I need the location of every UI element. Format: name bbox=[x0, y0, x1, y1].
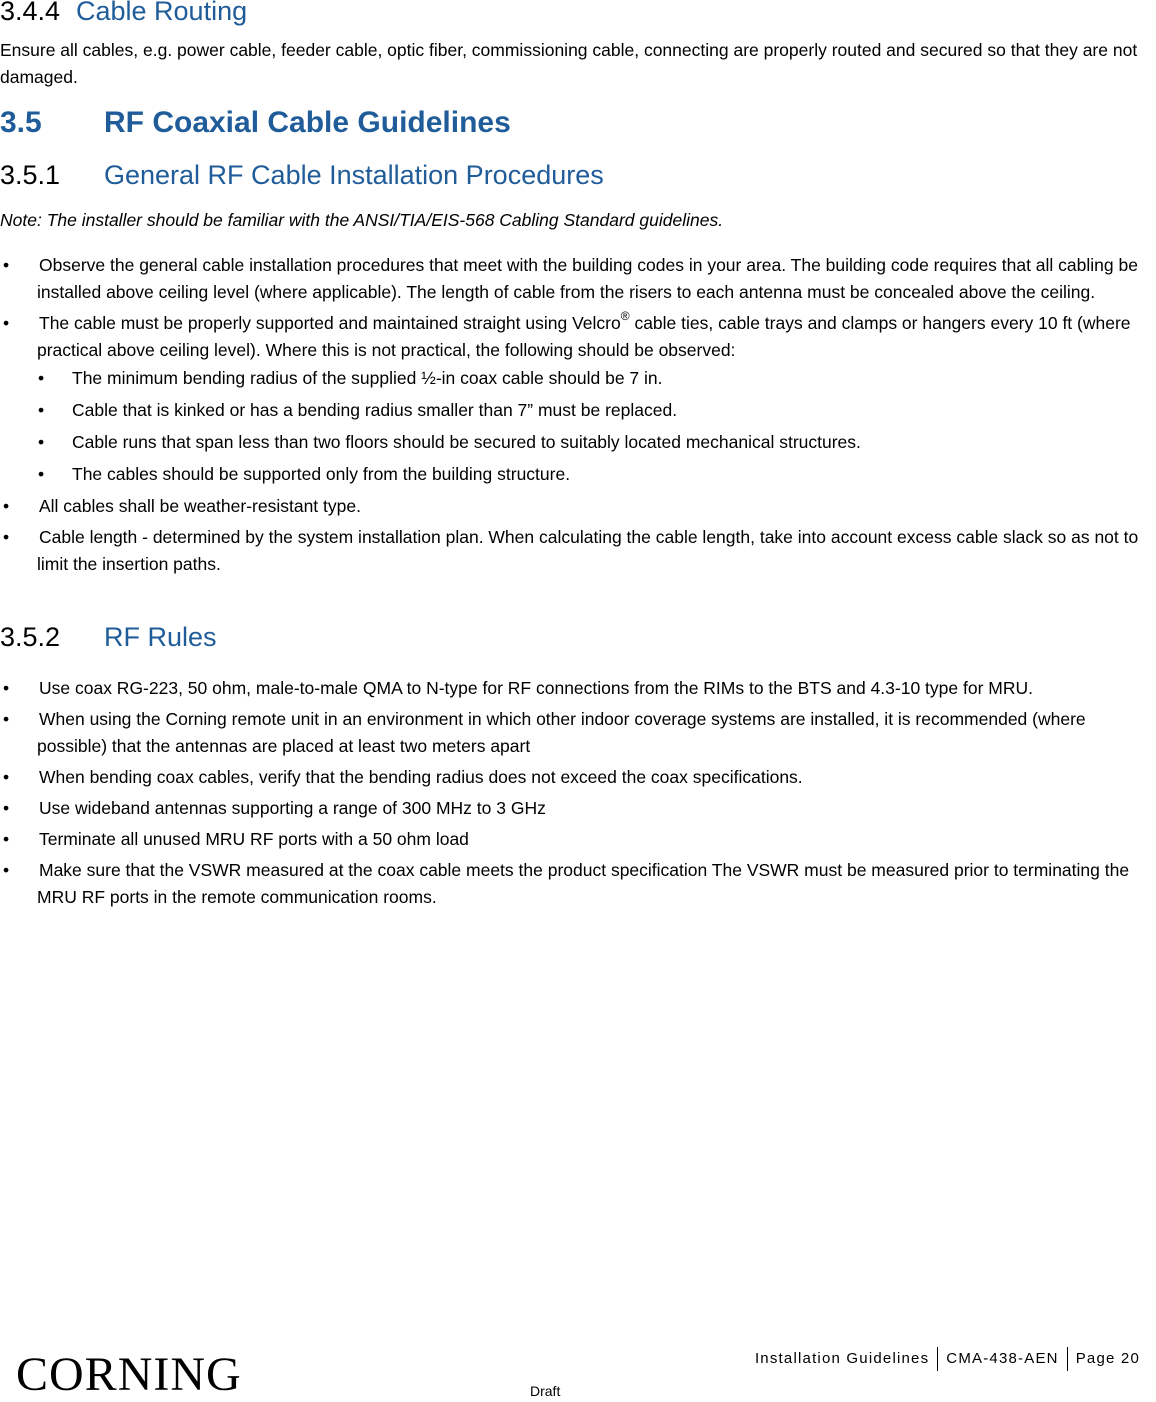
heading-title: Cable Routing bbox=[76, 0, 248, 26]
heading-title: General RF Cable Installation Procedures bbox=[104, 160, 604, 190]
cable-routing-paragraph: Ensure all cables, e.g. power cable, feeder cable, optic fiber, commissioning cable, connecting are properly routed and secured so that they are not damaged. bbox=[0, 40, 1138, 87]
list-item bbox=[0, 857, 1156, 911]
rf-rules-list bbox=[0, 675, 1156, 915]
heading-title: RF Coaxial Cable Guidelines bbox=[104, 106, 511, 139]
list-item-text: Use coax RG-223, 50 ohm, male-to-male QMA to N-type for RF connections from the RIMs to the BTS and 4.3-10 type for MRU. bbox=[39, 678, 1033, 698]
heading-number: 3.5 bbox=[0, 106, 42, 139]
list-item-text: Make sure that the VSWR measured at the coax cable meets the product specification The VSWR must be measured prior to terminating the MRU RF ports in the remote communication rooms. bbox=[37, 860, 1130, 907]
doc-type: Installation Guidelines bbox=[754, 1350, 930, 1367]
bullet-icon: • bbox=[3, 709, 10, 729]
heading-number: 3.5.2 bbox=[0, 622, 61, 652]
list-item-text: When bending coax cables, verify that the bending radius does not exceed the coax specifications. bbox=[39, 767, 803, 787]
sub-list bbox=[37, 365, 1156, 488]
sub-list-item bbox=[0, 365, 1156, 392]
bullet-icon: • bbox=[3, 767, 10, 787]
bullet-icon: • bbox=[3, 829, 10, 849]
sub-list-item bbox=[0, 397, 1156, 424]
list-item-text: Cable that is kinked or has a bending radius smaller than 7” must be replaced. bbox=[72, 400, 678, 420]
corning-logo: CORNING bbox=[16, 1348, 242, 1401]
list-item-text: Terminate all unused MRU RF ports with a 50 ohm load bbox=[39, 829, 469, 849]
list-item-text: Use wideband antennas supporting a range of 300 MHz to 3 GHz bbox=[39, 798, 546, 818]
bullet-icon: • bbox=[3, 798, 10, 818]
sub-list-item bbox=[0, 429, 1156, 456]
bullet-icon: • bbox=[38, 400, 45, 420]
sub-list-item bbox=[0, 461, 1156, 488]
list-item-text: The minimum bending radius of the supplied ½-in coax cable should be 7 in. bbox=[72, 368, 663, 388]
heading-3-5-1 bbox=[0, 160, 604, 191]
list-item-text: The cable must be properly supported and maintained straight using Velcro bbox=[39, 313, 621, 333]
heading-title: RF Rules bbox=[104, 622, 217, 652]
list-item-text: All cables shall be weather-resistant type. bbox=[39, 496, 361, 516]
bullet-icon: • bbox=[3, 860, 10, 880]
list-item-text: When using the Corning remote unit in an environment in which other indoor coverage systems are installed, it is recommended (where possible) that the antennas are placed at least two meters apart bbox=[37, 709, 1086, 756]
list-item bbox=[0, 524, 1156, 578]
list-item bbox=[0, 764, 1156, 791]
list-item-text: Cable length - determined by the system installation plan. When calculating the cable length, take into account excess cable slack so as not to limit the insertion paths. bbox=[37, 527, 1139, 574]
draft-label: Draft bbox=[530, 1383, 561, 1399]
footer-meta bbox=[747, 1347, 1148, 1371]
list-item bbox=[0, 252, 1156, 306]
heading-3-4-4 bbox=[0, 0, 247, 27]
list-item-text: The cables should be supported only from the building structure. bbox=[72, 464, 571, 484]
bullet-icon: • bbox=[3, 496, 10, 516]
heading-number: 3.5.1 bbox=[0, 160, 61, 190]
list-item bbox=[0, 706, 1156, 760]
bullet-icon: • bbox=[3, 255, 10, 275]
bullet-icon: • bbox=[3, 313, 10, 333]
bullet-icon: • bbox=[38, 368, 45, 388]
list-item-text: Observe the general cable installation procedures that meet with the building codes in your area. The building code requires that all cabling be installed above ceiling level (where applicable). The length of cable from the risers to each antenna must be concealed above the ceiling. bbox=[37, 255, 1138, 302]
list-item bbox=[0, 826, 1156, 853]
list-item bbox=[0, 493, 1156, 520]
bullet-icon: • bbox=[38, 464, 45, 484]
doc-id: CMA-438-AEN bbox=[946, 1350, 1059, 1367]
list-item-text: cable ties, cable trays and clamps or hangers every 10 ft (where practical above ceiling level). Where this is not practical, the following should be observed: bbox=[37, 313, 1131, 360]
list-item bbox=[0, 310, 1156, 488]
heading-3-5-2 bbox=[0, 622, 217, 653]
page-footer bbox=[0, 1345, 1156, 1399]
heading-number: 3.4.4 bbox=[0, 0, 61, 26]
registered-mark: ® bbox=[620, 309, 630, 324]
heading-3-5 bbox=[0, 106, 511, 140]
page-number: Page 20 bbox=[1075, 1350, 1140, 1367]
installer-note: Note: The installer should be familiar with the ANSI/TIA/EIS-568 Cabling Standard guidelines. bbox=[0, 210, 724, 230]
list-item-text: Cable runs that span less than two floors should be secured to suitably located mechanical structures. bbox=[72, 432, 861, 452]
list-item bbox=[0, 795, 1156, 822]
installation-procedures-list bbox=[0, 252, 1156, 582]
bullet-icon: • bbox=[38, 432, 45, 452]
bullet-icon: • bbox=[3, 527, 10, 547]
bullet-icon: • bbox=[3, 678, 10, 698]
list-item bbox=[0, 675, 1156, 702]
